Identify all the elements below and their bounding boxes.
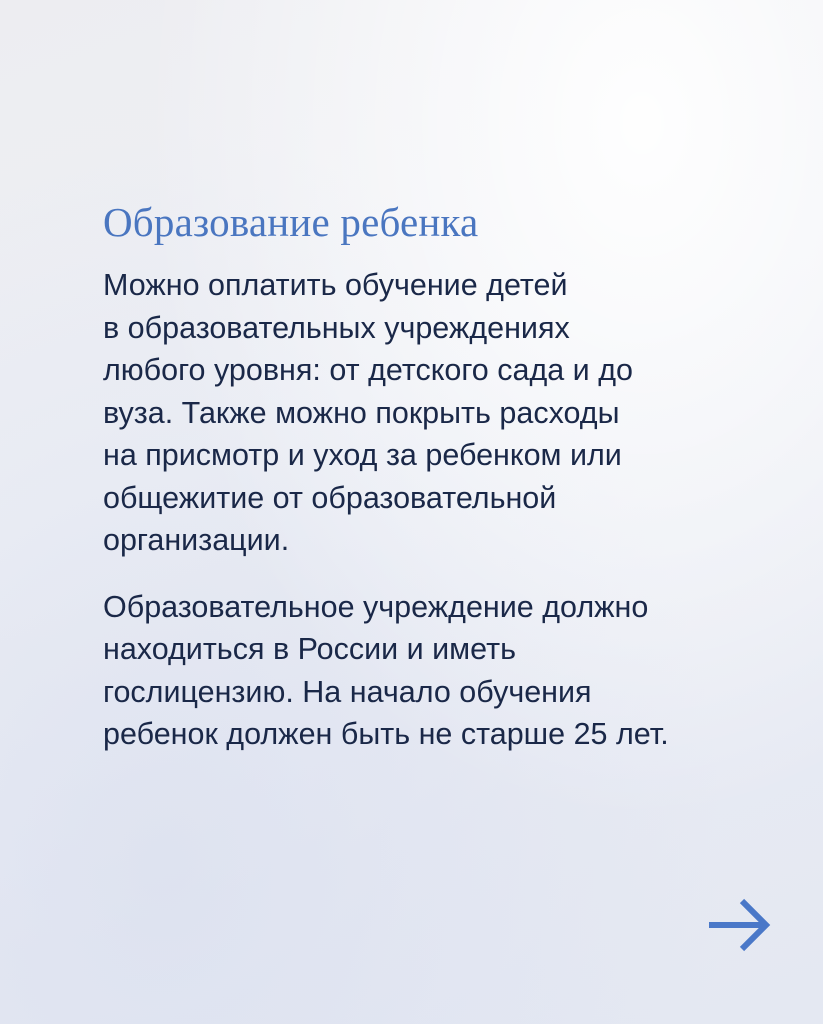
page-title: Образование ребенка bbox=[103, 199, 479, 245]
body-paragraph-2: Образовательное учреждение должно находиться в России и иметь гослицензию. На начало обучения ребенок должен быть не старше 25 лет. bbox=[103, 589, 669, 751]
arrow-right-icon bbox=[706, 896, 772, 954]
content-block bbox=[103, 192, 783, 756]
body-paragraph-1: Можно оплатить обучение детей в образовательных учреждениях любого уровня: от детского сада и до вуза. Также можно покрыть расходы на присмотр и уход за ребенком или общежитие от образовательной организации. bbox=[103, 268, 633, 557]
next-slide-button[interactable] bbox=[706, 896, 772, 954]
